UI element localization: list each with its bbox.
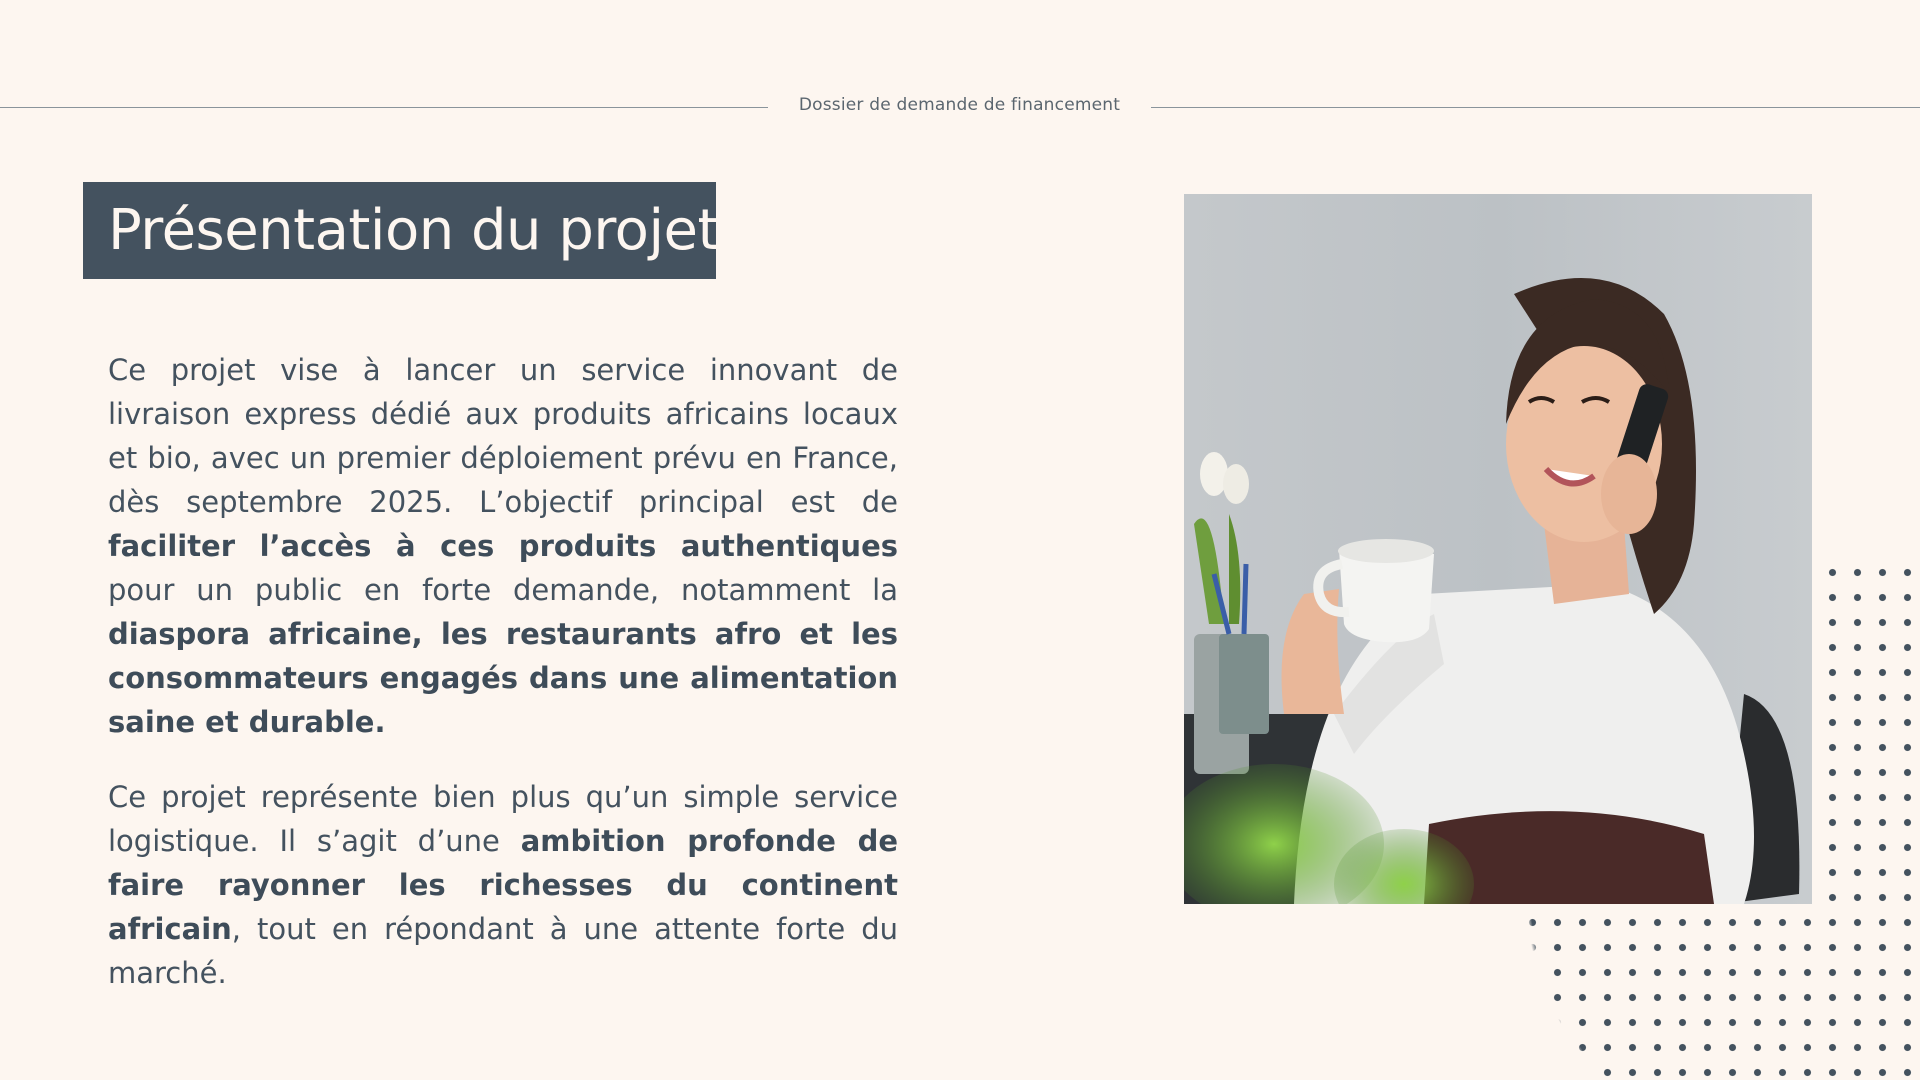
paragraph-2: [108, 775, 898, 995]
text-run: Ce projet vise à lancer un service innovant de livraison express dédié aux produits africains locaux et bio, avec un premier déploiement prévu en France, dès septembre 2025. L’objectif principal est de: [108, 353, 898, 519]
text-run: , tout en répondant à une attente forte du marché.: [108, 912, 898, 990]
text-run-bold: ambition profonde de faire rayonner les richesses du continent africain: [108, 824, 899, 946]
photo-woman-on-phone-icon: [1184, 194, 1812, 904]
header-rule-left: [0, 107, 768, 108]
body-text: [108, 348, 898, 1026]
text-run-bold: faciliter l’accès à ces produits authentiques: [108, 529, 898, 563]
paragraph-1: [108, 348, 898, 744]
header-label: Dossier de demande de financement: [798, 95, 1121, 115]
text-run: Ce projet représente bien plus qu’un simple service logistique. Il s’agit d’une: [108, 780, 898, 858]
slide-title: Présentation du projet: [108, 198, 719, 263]
text-run-bold: diaspora africaine, les restaurants afro et les consommateurs engagés dans une alimentation saine et durable.: [108, 617, 898, 739]
header-rule-right: [1151, 107, 1920, 108]
title-banner: [83, 182, 719, 279]
text-run: pour un public en forte demande, notamment la: [108, 573, 898, 607]
